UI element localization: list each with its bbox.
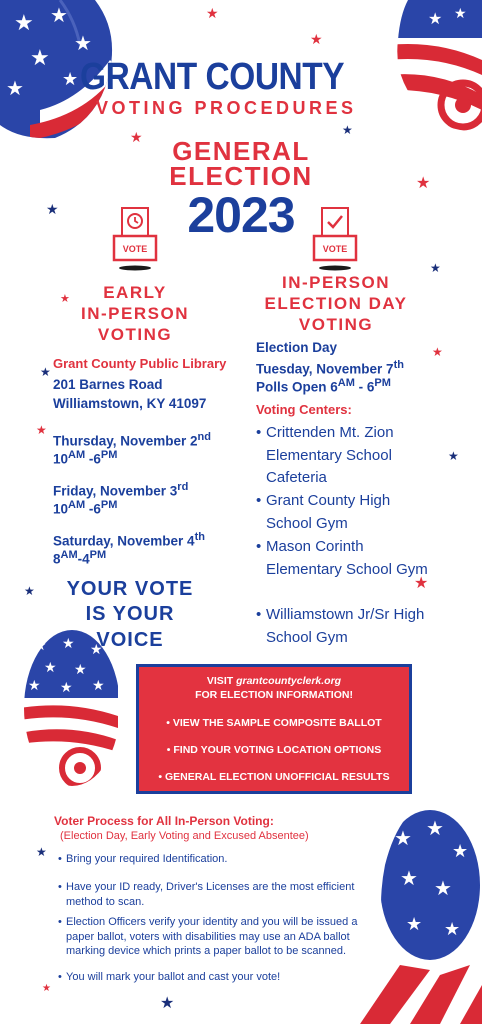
- early-date-3: Saturday, November 4th: [53, 531, 205, 549]
- star-icon: ★: [60, 293, 70, 305]
- visit-website-line: VISIT grantcountyclerk.org: [206, 675, 342, 687]
- slogan-line2: IS YOUR: [85, 603, 175, 625]
- svg-text:★: ★: [92, 678, 105, 694]
- star-icon: ★: [36, 845, 47, 859]
- svg-text:★: ★: [74, 31, 92, 55]
- star-icon: ★: [430, 261, 441, 275]
- early-time-1: $10^{AM}$ $-6^{PM}$: [53, 449, 118, 467]
- early-heading-line1: EARLY: [103, 283, 167, 302]
- flag-balloon-icon: [388, 0, 482, 135]
- svg-text:★: ★: [6, 76, 24, 100]
- star-icon: ★: [160, 995, 175, 1012]
- ballot-box-check-icon: [312, 206, 358, 272]
- process-step: • You will mark your ballot and cast your vote!: [58, 971, 281, 983]
- star-icon: ★: [206, 5, 219, 21]
- star-icon: ★: [416, 175, 431, 192]
- svg-text:★: ★: [452, 841, 469, 862]
- svg-text:★: ★: [454, 6, 467, 22]
- ballot-box-clock-icon: [112, 206, 158, 272]
- polls-hours: Polls Open $6^{AM} - 6^{PM}$: [256, 377, 391, 395]
- star-icon: ★: [46, 201, 59, 217]
- svg-text:★: ★: [14, 11, 34, 36]
- election-info-box: [136, 664, 412, 794]
- star-icon: ★: [342, 123, 353, 137]
- voting-center-item: • Grant County High School Gym: [256, 492, 391, 532]
- svg-text:★: ★: [406, 914, 423, 935]
- star-icon: ★: [448, 449, 459, 463]
- early-location-name: Grant County Public Library: [53, 356, 227, 371]
- eday-heading-line2: ELECTION DAY: [264, 294, 408, 313]
- svg-text:★: ★: [34, 638, 47, 654]
- star-icon: ★: [40, 365, 51, 379]
- voter-process-heading: Voter Process for All In-Person Voting:: [54, 814, 274, 828]
- early-heading-line2: IN-PERSON: [81, 304, 189, 323]
- slogan-line3: VOICE: [96, 629, 164, 651]
- early-time-2: $10^{AM}$ $-6^{PM}$: [53, 499, 118, 517]
- process-step: • Bring your required Identification.: [58, 853, 228, 865]
- voter-process-subheading: (Election Day, Early Voting and Excused Absentee): [60, 830, 309, 842]
- page-subtitle: VOTING PROCEDURES: [96, 98, 357, 118]
- early-voting-heading: [40, 282, 230, 345]
- star-icon: ★: [432, 345, 443, 359]
- info-item-sample-ballot: • VIEW THE SAMPLE COMPOSITE BALLOT: [166, 717, 382, 729]
- election-info-line: FOR ELECTION INFORMATION!: [195, 689, 353, 701]
- election-day-date: Tuesday, November 7th: [256, 359, 404, 377]
- svg-text:★: ★: [394, 826, 412, 850]
- svg-text:★: ★: [28, 678, 41, 694]
- slogan-line1: YOUR VOTE: [66, 578, 194, 600]
- voting-center-item: • Williamstown Jr/Sr High School Gym: [256, 606, 425, 646]
- svg-text:★: ★: [62, 69, 79, 90]
- election-title-line2: ELECTION: [169, 161, 313, 191]
- page-title: GRANT COUNTY: [80, 56, 345, 98]
- flag-balloon-icon: [20, 628, 118, 788]
- eday-heading-line3: VOTING: [298, 315, 374, 334]
- voting-center-item: • Mason Corinth Elementary School Gym: [256, 538, 428, 578]
- star-icon: ★: [414, 575, 429, 592]
- early-time-3: $8^{AM}-4^{PM}$: [53, 549, 107, 567]
- eday-heading-line1: IN-PERSON: [282, 273, 390, 292]
- star-icon: ★: [36, 423, 47, 437]
- star-icon: ★: [42, 983, 51, 994]
- svg-text:★: ★: [60, 680, 73, 696]
- svg-text:★: ★: [30, 46, 50, 71]
- early-location-address: 201 Barnes Road: [53, 377, 163, 392]
- election-day-label: Election Day: [256, 340, 338, 355]
- early-heading-line3: VOTING: [97, 325, 173, 344]
- info-item-results: • GENERAL ELECTION UNOFFICIAL RESULTS: [158, 771, 390, 783]
- info-item-voting-location: • FIND YOUR VOTING LOCATION OPTIONS: [166, 744, 382, 756]
- svg-text:★: ★: [434, 876, 452, 900]
- flag-balloon-icon: [360, 795, 482, 1024]
- voting-centers-heading: Voting Centers:: [256, 402, 352, 417]
- vote-box-label: VOTE: [122, 244, 148, 254]
- vote-box-label: VOTE: [322, 244, 348, 254]
- website-link[interactable]: grantcountyclerk.org: [236, 675, 342, 687]
- svg-text:★: ★: [74, 662, 87, 678]
- early-date-1: Thursday, November 2nd: [53, 431, 211, 449]
- svg-text:★: ★: [44, 660, 57, 676]
- election-title-line1: GENERAL: [172, 136, 310, 166]
- process-step: • Have your ID ready, Driver's Licenses are the most efficient method to scan.: [58, 881, 355, 908]
- star-icon: ★: [24, 584, 35, 598]
- svg-text:★: ★: [50, 3, 68, 27]
- early-date-2: Friday, November 3rd: [53, 481, 189, 499]
- early-location-city: Williamstown, KY 41097: [53, 396, 207, 411]
- svg-text:★: ★: [426, 816, 444, 840]
- process-step: • Election Officers verify your identity and you will be issued a paper ballot, voters with disabilities may use an ADA ballot marking device which prints a paper ballot to be scanned.: [58, 916, 358, 957]
- election-day-heading: [236, 272, 436, 335]
- svg-text:★: ★: [400, 866, 418, 890]
- star-icon: ★: [130, 129, 143, 145]
- election-year: 2023: [187, 187, 295, 243]
- star-icon: ★: [310, 31, 323, 47]
- svg-text:★: ★: [444, 919, 461, 940]
- svg-text:★: ★: [428, 9, 443, 28]
- voting-center-item: • Crittenden Mt. Zion Elementary School Cafeteria: [256, 424, 394, 486]
- svg-text:★: ★: [62, 636, 75, 652]
- svg-text:★: ★: [90, 642, 103, 658]
